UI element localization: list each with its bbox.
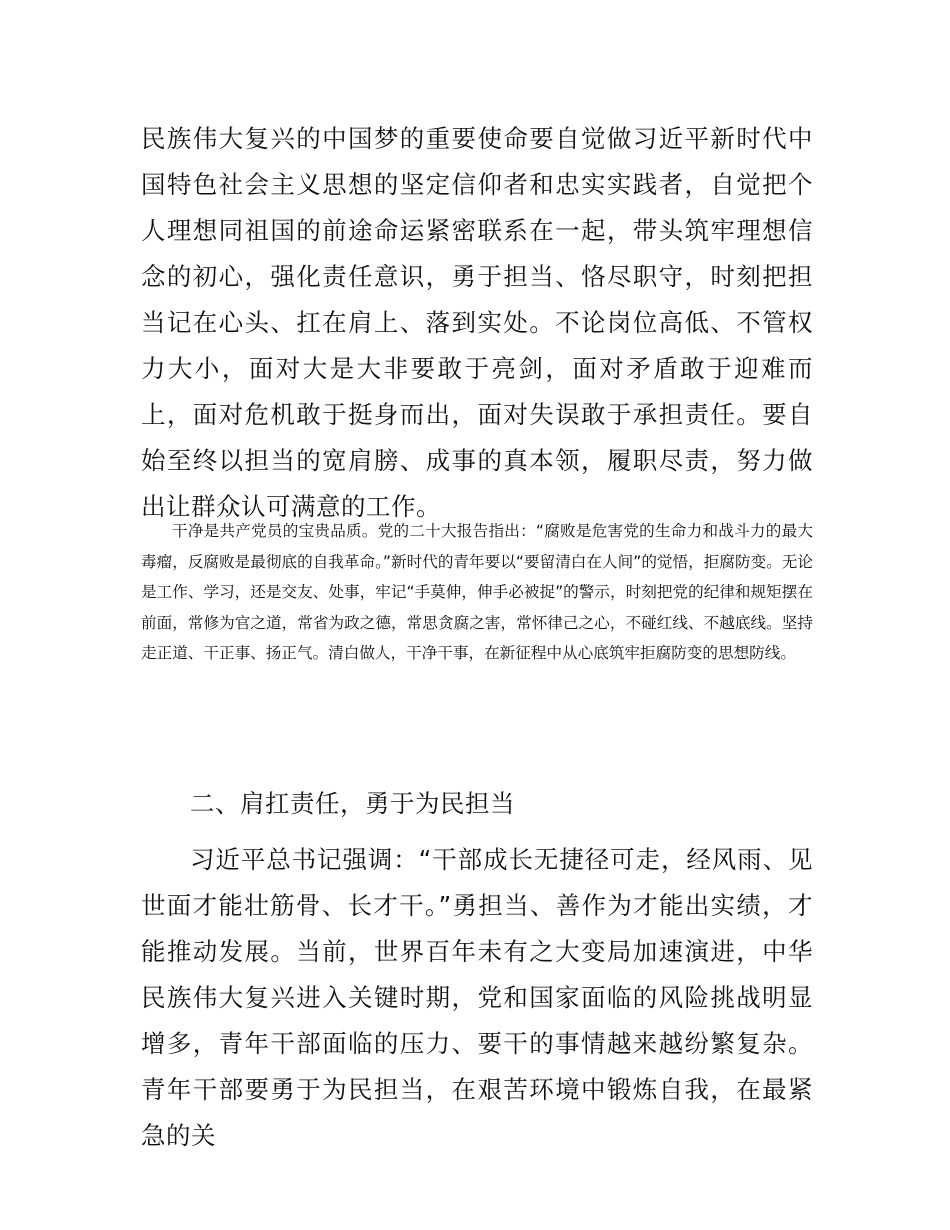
paragraph-responsibility: 民族伟大复兴的中国梦的重要使命要自觉做习近平新时代中国特色社会主义思想的坚定信仰者和忠实实践者，自觉把个人理想同祖国的前途命运紧密联系在一起，带头筑牢理想信念的初心，强化责任意识，勇于担当、恪尽职守，时刻把担当记在心头、扛在肩上、落到实处。不论岗位高低、不管权力大小，面对大是大非要敢于亮剑，面对矛盾敢于迎难而上，面对危机敢于挺身而出，面对失误敢于承担责任。要自始至终以担当的宽肩膀、成事的真本领，履职尽责，努力做出让群众认可满意的工作。	[141, 124, 813, 521]
paragraph-take-responsibility: 习近平总书记强调：“干部成长无捷径可走，经风雨、见世面才能壮筋骨、长才干。”勇担当、善作为才能出实绩，才能推动发展。当前，世界百年未有之大变局加速演进，中华民族伟大复兴进入关键时期，党和国家面临的风险挑战明显增多，青年干部面临的压力、要干的事情越来越纷繁复杂。青年干部要勇于为民担当，在艰苦环境中锻炼自我，在最紧急的关	[141, 845, 813, 1150]
paragraph-integrity: 干净是共产党员的宝贵品质。党的二十大报告指出：“腐败是危害党的生命力和战斗力的最大毒瘤，反腐败是最彻底的自我革命。”新时代的青年要以“要留清白在人间”的觉悟，拒腐防变。无论是工作、学习，还是交友、处事，牢记“手莫伸，伸手必被捉”的警示，时刻把党的纪律和规矩摆在前面，常修为官之道，常省为政之德，常思贪腐之害，常怀律己之心，不碰红线、不越底线。坚持走正道、干正事、扬正气。清白做人，干净干事，在新征程中从心底筑牢拒腐防变的思想防线。	[141, 522, 813, 662]
section-heading: 二、肩扛责任，勇于为民担当	[190, 789, 515, 818]
